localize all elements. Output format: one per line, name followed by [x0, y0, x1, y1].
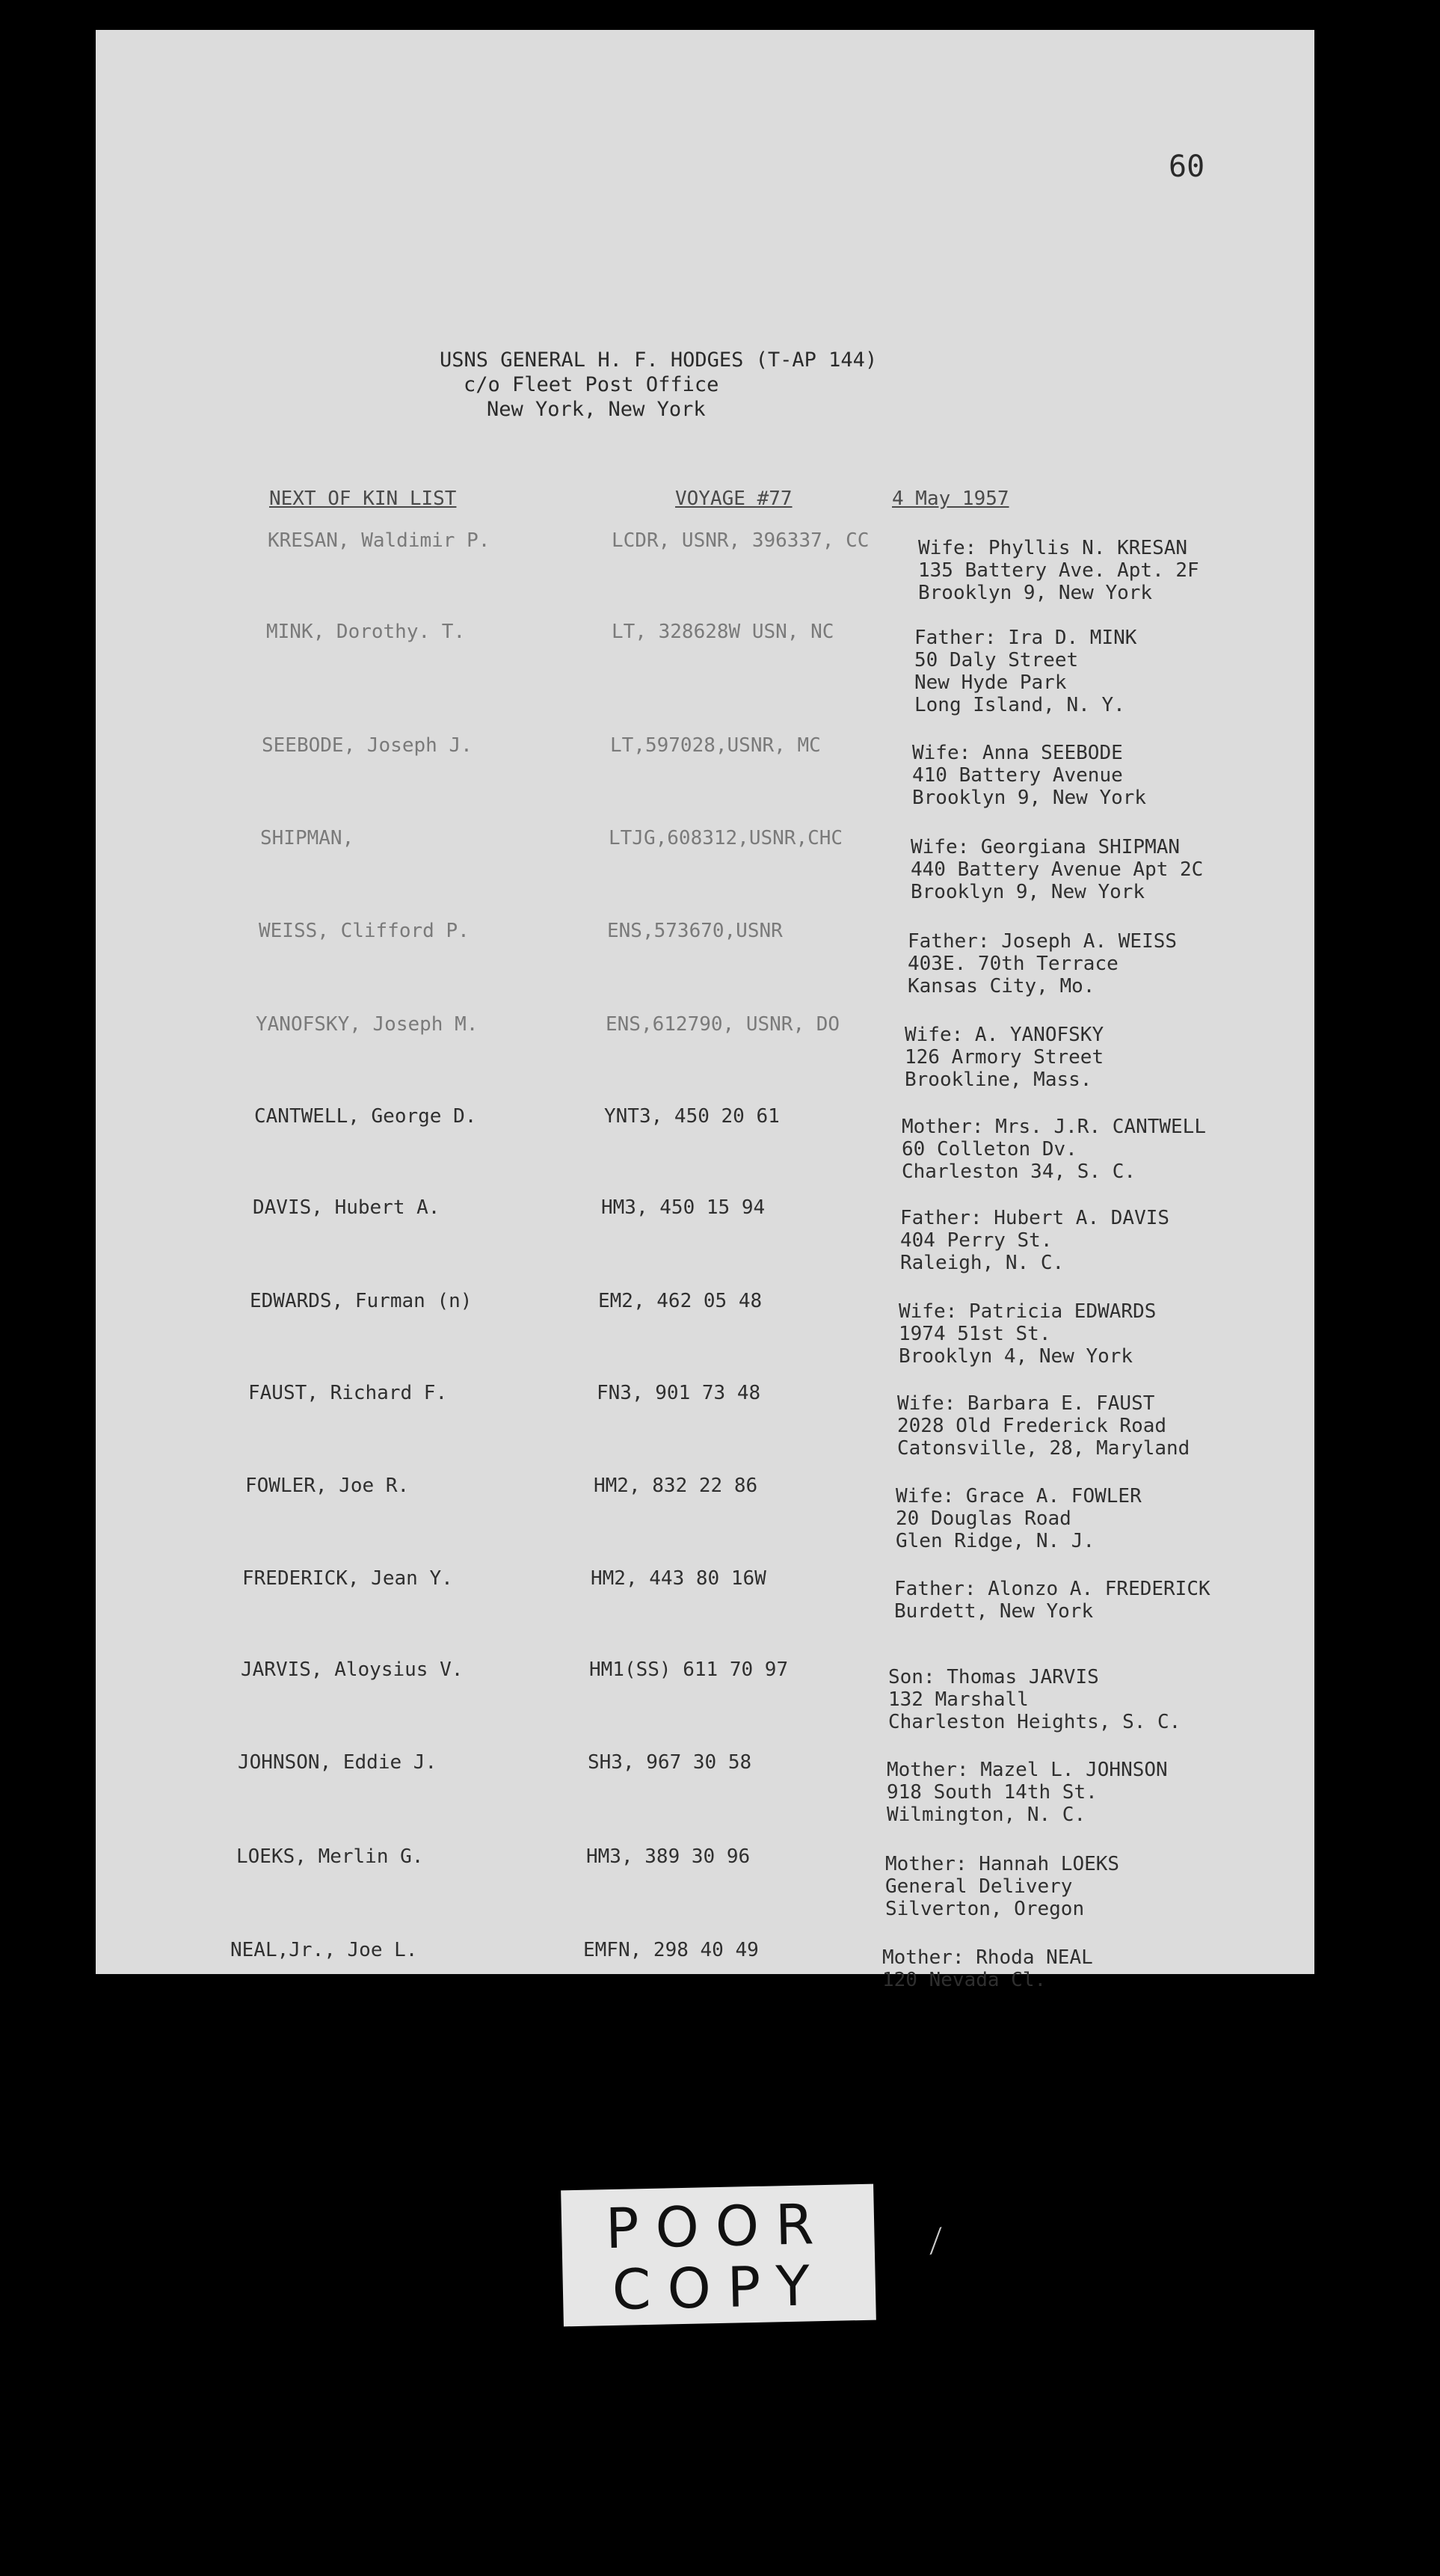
kin-address-line: 2028 Old Frederick Road	[897, 1415, 1167, 1437]
list-title: NEXT OF KIN LIST	[269, 488, 457, 510]
voyage-heading: VOYAGE #77	[675, 488, 793, 510]
person-name: EDWARDS, Furman (n)	[250, 1290, 473, 1312]
rank-service-number: LT, 328628W USN, NC	[612, 621, 834, 643]
kin-address-line: Silverton, Oregon	[885, 1898, 1085, 1920]
kin-relation: Wife: Barbara E. FAUST	[897, 1392, 1155, 1415]
person-name: FREDERICK, Jean Y.	[242, 1567, 453, 1590]
rank-service-number: YNT3, 450 20 61	[604, 1105, 780, 1128]
kin-address-line: 410 Battery Avenue	[912, 764, 1123, 787]
kin-address-line: 120 Nevada Cl.	[882, 1969, 1047, 1991]
kin-address-line: Brooklyn 9, New York	[911, 881, 1145, 903]
next-of-kin	[905, 1024, 1104, 1091]
next-of-kin	[897, 1392, 1190, 1460]
next-of-kin	[888, 1666, 1181, 1733]
kin-relation: Mother: Hannah LOEKS	[885, 1853, 1120, 1875]
person-name: CANTWELL, George D.	[254, 1105, 477, 1128]
kin-relation: Wife: Phyllis N. KRESAN	[918, 537, 1188, 559]
kin-address-line: Charleston 34, S. C.	[902, 1161, 1136, 1183]
kin-relation: Wife: Patricia EDWARDS	[899, 1300, 1157, 1323]
kin-relation: Wife: Anna SEEBODE	[912, 742, 1123, 764]
kin-address-line: General Delivery	[885, 1875, 1073, 1898]
ship-city: New York, New York	[487, 398, 706, 421]
kin-address-line: 60 Colleton Dv.	[902, 1138, 1077, 1161]
person-name: YANOFSKY, Joseph M.	[256, 1013, 479, 1036]
kin-address-line: Wilmington, N. C.	[887, 1804, 1086, 1826]
person-name: JARVIS, Aloysius V.	[241, 1659, 464, 1681]
rank-service-number: LTJG,608312,USNR,CHC	[609, 827, 843, 849]
rank-service-number: LCDR, USNR, 396337, CC	[612, 529, 870, 552]
next-of-kin	[911, 836, 1203, 903]
rank-service-number: ENS,573670,USNR	[607, 920, 783, 942]
kin-address-line: 1974 51st St.	[899, 1323, 1051, 1345]
kin-relation: Father: Alonzo A. FREDERICK	[894, 1578, 1210, 1600]
next-of-kin	[912, 742, 1146, 809]
kin-address-line: Brooklyn 4, New York	[899, 1345, 1133, 1368]
person-name: SEEBODE, Joseph J.	[262, 734, 473, 757]
ship-name: USNS GENERAL H. F. HODGES (T-AP 144)	[440, 348, 878, 372]
person-name: NEAL,Jr., Joe L.	[230, 1939, 418, 1961]
next-of-kin	[908, 930, 1177, 997]
kin-address-line: Long Island, N. Y.	[914, 694, 1125, 716]
date-heading: 4 May 1957	[892, 488, 1009, 510]
kin-relation: Wife: Georgiana SHIPMAN	[911, 836, 1181, 858]
kin-address-line: 50 Daly Street	[914, 649, 1079, 671]
fleet-post-office: c/o Fleet Post Office	[464, 373, 719, 396]
kin-address-line: 20 Douglas Road	[896, 1507, 1071, 1530]
kin-relation: Wife: Grace A. FOWLER	[896, 1485, 1142, 1507]
kin-relation: Mother: Rhoda NEAL	[882, 1946, 1093, 1969]
person-name: WEISS, Clifford P.	[259, 920, 470, 942]
poor-copy-stamp	[561, 2184, 876, 2327]
next-of-kin	[918, 537, 1199, 604]
rank-service-number: EMFN, 298 40 49	[583, 1939, 759, 1961]
kin-address-line: Charleston Heights, S. C.	[888, 1711, 1181, 1733]
next-of-kin	[896, 1485, 1142, 1552]
rank-service-number: HM3, 389 30 96	[586, 1845, 751, 1868]
next-of-kin	[885, 1853, 1119, 1920]
kin-address-line: Brooklyn 9, New York	[918, 582, 1153, 604]
kin-address-line: 404 Perry St.	[900, 1229, 1053, 1252]
kin-address-line: Glen Ridge, N. J.	[896, 1530, 1095, 1552]
kin-address-line: New Hyde Park	[914, 671, 1067, 694]
person-name: FAUST, Richard F.	[248, 1382, 448, 1404]
kin-relation: Son: Thomas JARVIS	[888, 1666, 1099, 1688]
person-name: LOEKS, Merlin G.	[236, 1845, 424, 1868]
person-name: KRESAN, Waldimir P.	[268, 529, 490, 552]
next-of-kin	[899, 1300, 1156, 1368]
kin-relation: Mother: Mazel L. JOHNSON	[887, 1759, 1168, 1781]
next-of-kin	[900, 1207, 1169, 1274]
next-of-kin	[887, 1759, 1168, 1826]
kin-relation: Father: Ira D. MINK	[914, 627, 1137, 649]
stamp-line-2: COPY	[611, 2254, 827, 2323]
person-name: MINK, Dorothy. T.	[266, 621, 466, 643]
rank-service-number: HM3, 450 15 94	[601, 1196, 766, 1219]
kin-address-line: 440 Battery Avenue Apt 2C	[911, 858, 1204, 881]
person-name: DAVIS, Hubert A.	[253, 1196, 440, 1219]
kin-address-line: Brooklyn 9, New York	[912, 787, 1147, 809]
kin-address-line: Catonsville, 28, Maryland	[897, 1437, 1190, 1460]
person-name: JOHNSON, Eddie J.	[238, 1751, 437, 1774]
rank-service-number: EM2, 462 05 48	[598, 1290, 763, 1312]
rank-service-number: FN3, 901 73 48	[597, 1382, 761, 1404]
next-of-kin	[902, 1116, 1206, 1183]
kin-relation: Father: Hubert A. DAVIS	[900, 1207, 1170, 1229]
next-of-kin	[882, 1946, 1093, 1991]
rank-service-number: HM2, 443 80 16W	[591, 1567, 766, 1590]
kin-address-line: Raleigh, N. C.	[900, 1252, 1065, 1274]
stamp-line-1: POOR	[605, 2192, 831, 2262]
kin-address-line: 403E. 70th Terrace	[908, 953, 1119, 975]
person-name: FOWLER, Joe R.	[245, 1475, 410, 1497]
page-number: 60	[1169, 150, 1205, 184]
kin-address-line: Burdett, New York	[894, 1600, 1094, 1623]
document-page	[96, 30, 1314, 1991]
kin-address-line: 918 South 14th St.	[887, 1781, 1098, 1804]
next-of-kin	[914, 627, 1136, 716]
kin-relation: Wife: A. YANOFSKY	[905, 1024, 1104, 1046]
kin-address-line: Kansas City, Mo.	[908, 975, 1095, 997]
check-mark-icon: ⟋	[920, 2222, 953, 2262]
rank-service-number: HM2, 832 22 86	[594, 1475, 758, 1497]
rank-service-number: LT,597028,USNR, MC	[610, 734, 821, 757]
kin-address-line: 135 Battery Ave. Apt. 2F	[918, 559, 1199, 582]
next-of-kin	[894, 1578, 1210, 1623]
rank-service-number: SH3, 967 30 58	[588, 1751, 752, 1774]
person-name: SHIPMAN,	[260, 827, 354, 849]
rank-service-number: ENS,612790, USNR, DO	[606, 1013, 840, 1036]
kin-relation: Mother: Mrs. J.R. CANTWELL	[902, 1116, 1206, 1138]
kin-address-line: 126 Armory Street	[905, 1046, 1104, 1069]
kin-address-line: Brookline, Mass.	[905, 1069, 1092, 1091]
rank-service-number: HM1(SS) 611 70 97	[589, 1659, 789, 1681]
kin-address-line: 132 Marshall	[888, 1688, 1029, 1711]
kin-relation: Father: Joseph A. WEISS	[908, 930, 1178, 953]
